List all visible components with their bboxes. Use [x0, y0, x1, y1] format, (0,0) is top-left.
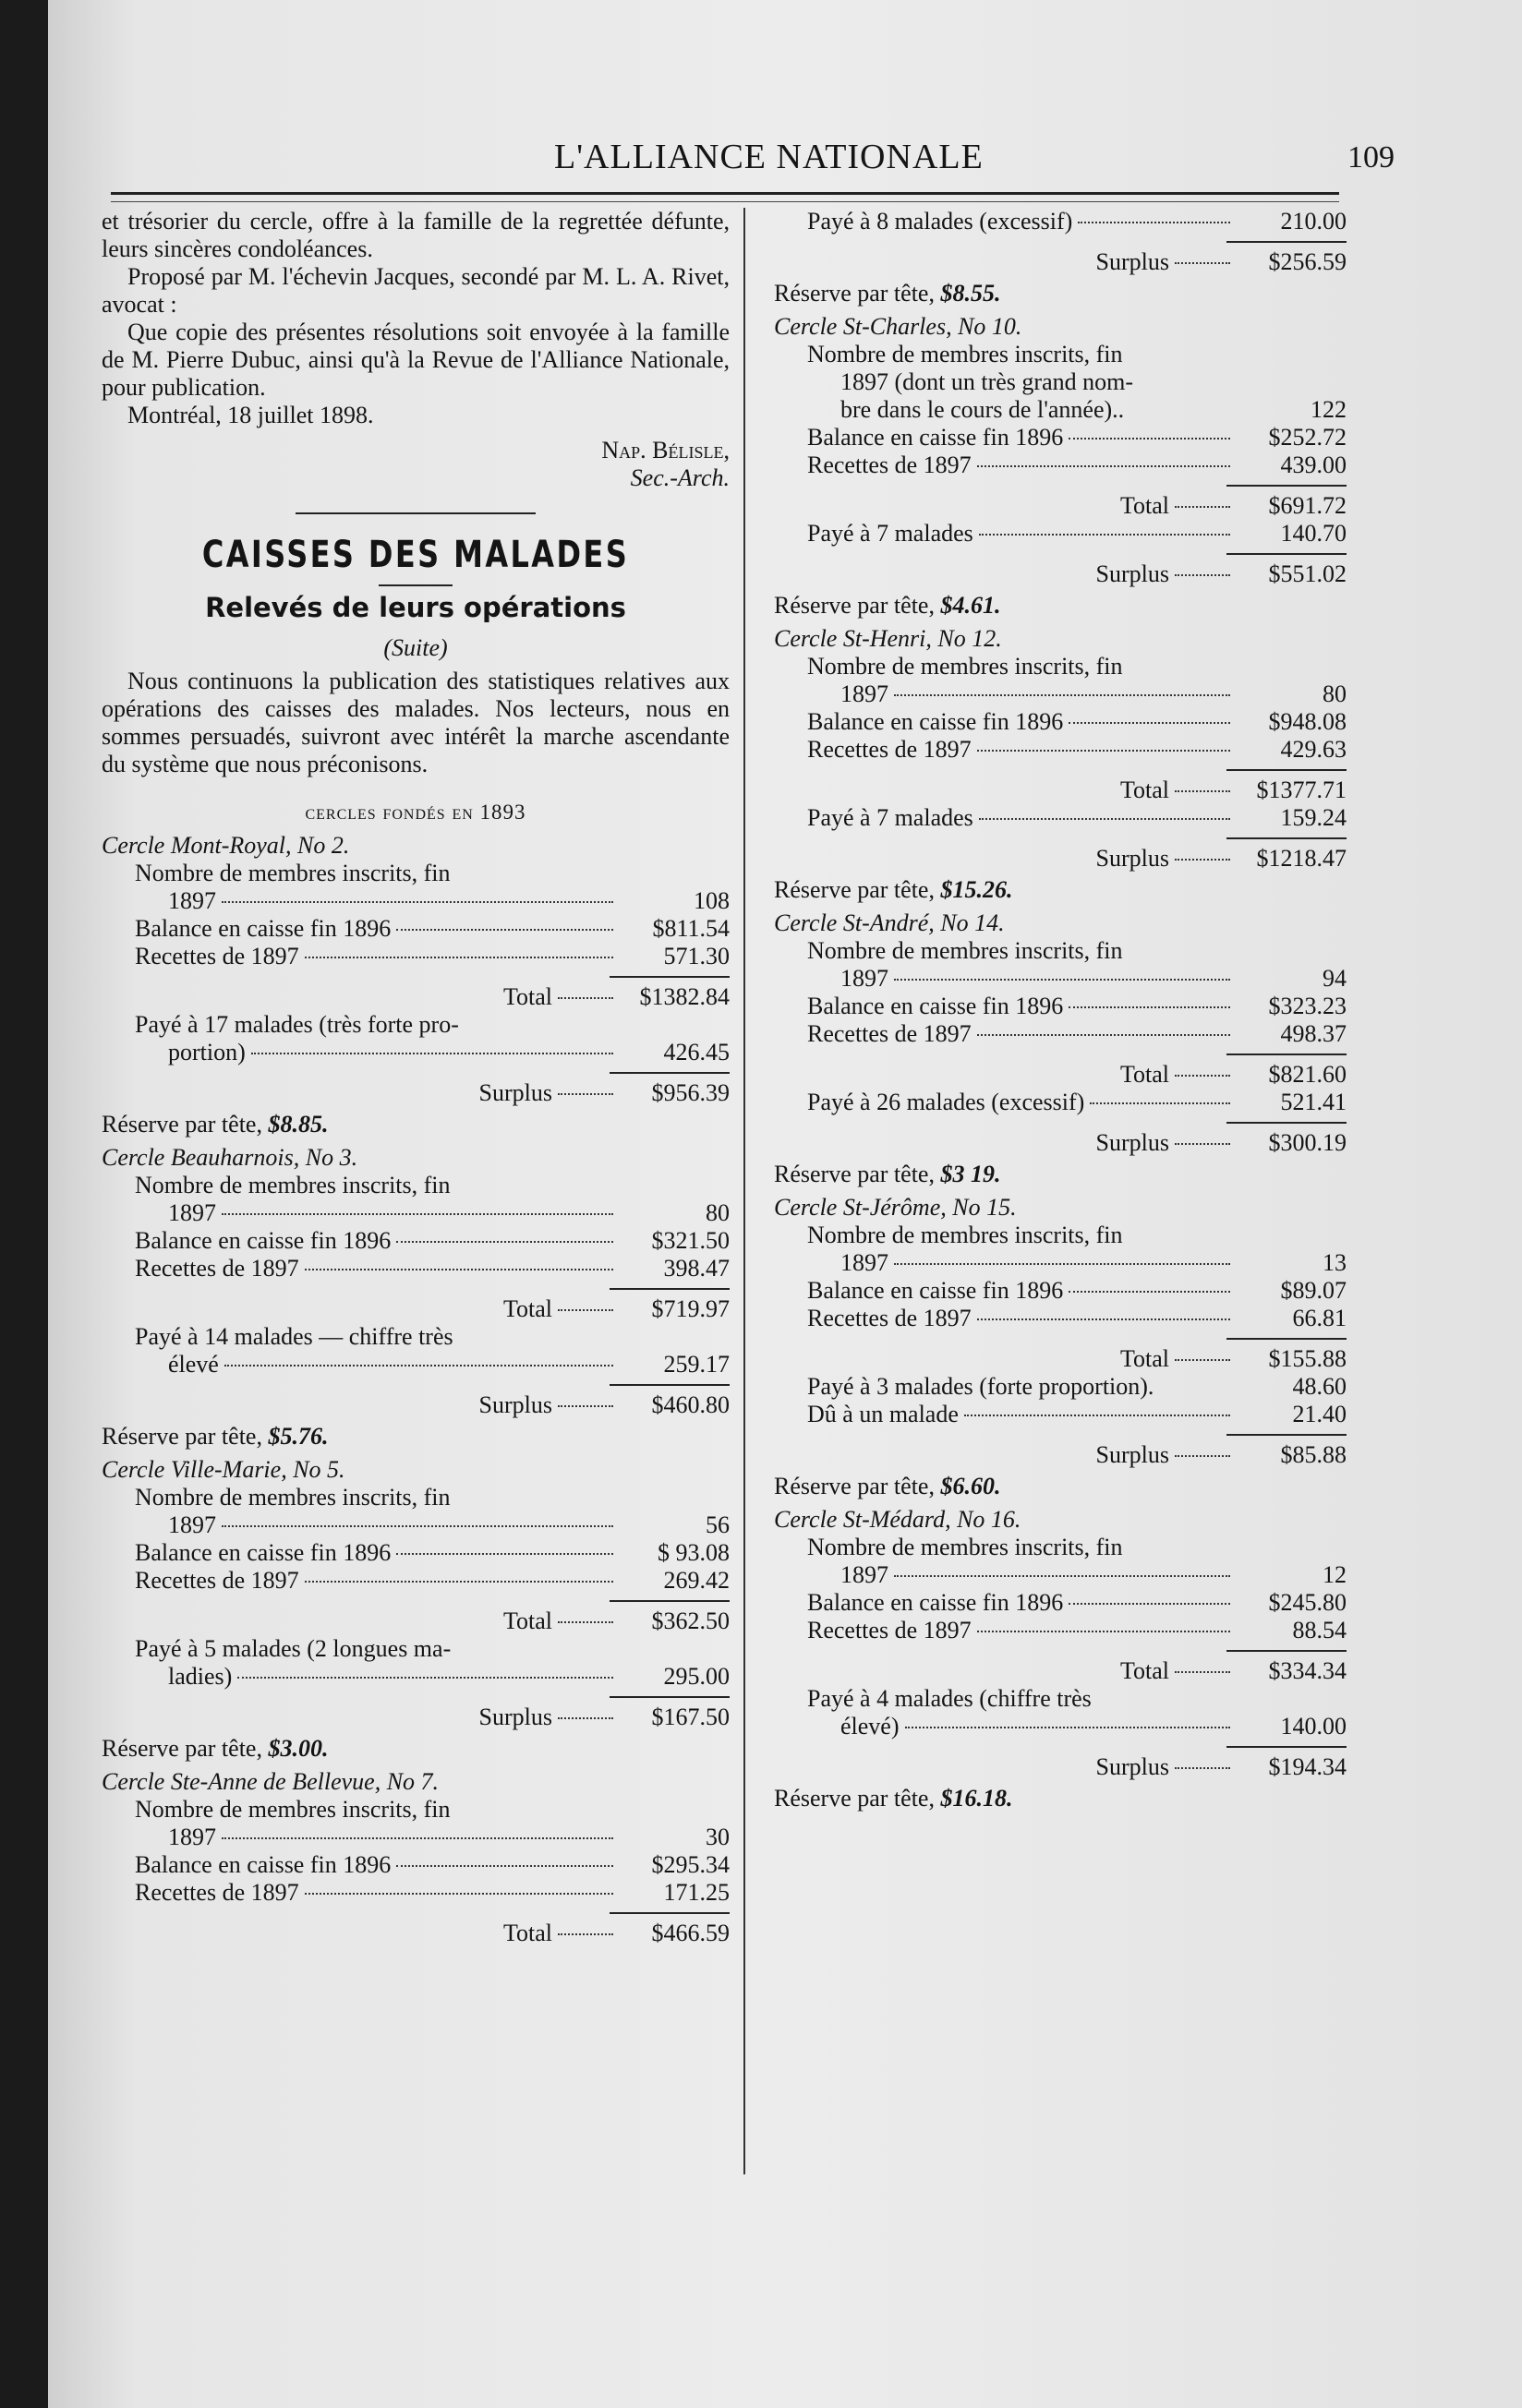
receipts-label: Recettes de 1897: [807, 1305, 972, 1331]
sum-rule: [1226, 1434, 1347, 1436]
members-value: 80: [706, 1199, 730, 1226]
debt-value: 21.40: [1292, 1401, 1347, 1427]
members-year-row: [774, 396, 1347, 424]
balance-row: [102, 1539, 730, 1567]
members-year-row: [102, 1824, 730, 1851]
total-row: [102, 1295, 730, 1323]
balance-row: [774, 1589, 1347, 1617]
subtitle: Relevés de leurs opérations: [205, 592, 626, 623]
surplus-value: $300.19: [1268, 1129, 1347, 1156]
paid-row: [774, 520, 1347, 548]
total-label: Total: [502, 1920, 552, 1946]
balance-value: $245.80: [1268, 1589, 1347, 1616]
reserve-value: $8.85.: [268, 1111, 329, 1138]
paid-label: Payé à 5 malades (2 longues ma-: [135, 1635, 452, 1662]
reserve-value: $3.00.: [268, 1735, 329, 1762]
cercle-name: Cercle Ste-Anne de Bellevue, No 7.: [102, 1768, 440, 1795]
year-label: 1897: [840, 965, 888, 992]
reserve-label: Réserve par tête,: [774, 1473, 935, 1499]
sum-rule: [1226, 1650, 1347, 1652]
surplus-label: Surplus: [1095, 1441, 1169, 1468]
sum-rule: [1226, 1122, 1347, 1124]
paid-label: Payé à 4 malades (chiffre très: [807, 1685, 1092, 1712]
total-value: $821.60: [1268, 1061, 1347, 1088]
receipts-row: [774, 1020, 1347, 1048]
balance-label: Balance en caisse fin 1896: [135, 1539, 392, 1566]
cercle-entry: [102, 1456, 730, 1763]
reserve-value: $15.26.: [940, 876, 1013, 903]
receipts-row: [102, 1879, 730, 1907]
reserve-label: Réserve par tête,: [774, 592, 935, 619]
members-extra: 1897 (dont un très grand nom-: [840, 368, 1134, 395]
receipts-row: [102, 943, 730, 970]
debt-row: [774, 1401, 1347, 1428]
cercle-entry: [774, 1506, 1347, 1812]
sum-rule: [1226, 241, 1347, 243]
total-label: Total: [502, 1295, 552, 1322]
receipts-label: Recettes de 1897: [135, 1255, 299, 1282]
paid-value: 140.00: [1280, 1713, 1347, 1740]
surplus-row: [102, 1079, 730, 1107]
members-year-row: [774, 1249, 1347, 1277]
balance-value: $811.54: [652, 915, 730, 942]
total-row: [774, 777, 1347, 804]
surplus-label: Surplus: [478, 1704, 552, 1730]
year-label: 1897: [840, 680, 888, 707]
paid-row: [102, 1323, 730, 1351]
members-value: 122: [1311, 396, 1347, 423]
balance-label: Balance en caisse fin 1896: [807, 1277, 1064, 1304]
journal-title: L'ALLIANCE NATIONALE: [554, 138, 984, 176]
section-title: CAISSES DES MALADES: [201, 534, 630, 576]
members-label: Nombre de membres inscrits, fin: [807, 937, 1123, 964]
members-label: Nombre de membres inscrits, fin: [135, 1796, 451, 1823]
reserve-line: [774, 280, 1347, 307]
members-label: Nombre de membres inscrits, fin: [135, 1172, 451, 1198]
receipts-row: [774, 736, 1347, 764]
paid-value: 140.70: [1280, 520, 1347, 547]
paid-row: [774, 1373, 1347, 1401]
cercle-entry: [774, 313, 1347, 620]
receipts-label: Recettes de 1897: [135, 1567, 299, 1594]
members-value: 80: [1323, 680, 1347, 707]
surplus-label: Surplus: [1095, 560, 1169, 587]
members-year-row: [102, 1199, 730, 1227]
reserve-value: $8.55.: [940, 280, 1001, 307]
surplus-value: $956.39: [651, 1079, 730, 1106]
sum-rule: [610, 1384, 730, 1386]
paid-row-cont: [774, 1713, 1347, 1740]
balance-value: $ 93.08: [658, 1539, 730, 1566]
receipts-row: [774, 1305, 1347, 1332]
reserve-label: Réserve par tête,: [774, 876, 935, 903]
balance-value: $89.07: [1280, 1277, 1347, 1304]
members-row: [774, 1534, 1347, 1561]
intro-line: et trésorier du cercle, offre à la famille de la regrettée défunte, leurs sincères condoléances.: [102, 208, 730, 262]
total-label: Total: [1119, 492, 1169, 519]
balance-label: Balance en caisse fin 1896: [807, 1589, 1064, 1616]
total-row: [102, 983, 730, 1011]
sum-rule: [1226, 553, 1347, 555]
paid-value: 159.24: [1280, 804, 1347, 831]
balance-value: $948.08: [1268, 708, 1347, 735]
cercle-entry: [774, 1194, 1347, 1500]
receipts-label: Recettes de 1897: [135, 1879, 299, 1906]
surplus-value: $167.50: [651, 1704, 730, 1730]
receipts-row: [774, 452, 1347, 479]
total-label: Total: [1119, 1345, 1169, 1372]
total-value: $691.72: [1268, 492, 1347, 519]
members-label: Nombre de membres inscrits, fin: [807, 341, 1123, 367]
balance-row: [774, 1277, 1347, 1305]
receipts-label: Recettes de 1897: [135, 943, 299, 969]
year-label: 1897: [168, 1511, 216, 1538]
total-row: [102, 1607, 730, 1635]
paid-label-cont: portion): [168, 1039, 246, 1066]
receipts-value: 439.00: [1280, 452, 1347, 478]
reserve-label: Réserve par tête,: [102, 1423, 262, 1450]
sum-rule: [1226, 1338, 1347, 1340]
surplus-row: [102, 1704, 730, 1731]
members-label: Nombre de membres inscrits, fin: [807, 653, 1123, 680]
receipts-value: 571.30: [663, 943, 730, 969]
reserve-label: Réserve par tête,: [102, 1111, 262, 1138]
receipts-value: 171.25: [663, 1879, 730, 1906]
paid-value: 210.00: [1280, 208, 1347, 235]
members-label: Nombre de membres inscrits, fin: [807, 1222, 1123, 1248]
header-rule: [111, 192, 1339, 195]
surplus-label: Surplus: [1095, 1129, 1169, 1156]
members-row: [774, 341, 1347, 368]
reserve-value: $16.18.: [940, 1785, 1013, 1812]
paid-label: Payé à 26 malades (excessif): [807, 1089, 1085, 1115]
founded-heading: cercles fondés en 1893: [305, 801, 526, 824]
year-label: 1897: [168, 1199, 216, 1226]
members-value: 13: [1323, 1249, 1347, 1276]
total-label: Total: [502, 983, 552, 1010]
balance-row: [774, 993, 1347, 1020]
reserve-value: $3 19.: [940, 1161, 1001, 1187]
surplus-label: Surplus: [1095, 845, 1169, 872]
cercle-name: Cercle St-Charles, No 10.: [774, 313, 1022, 340]
members-row: [102, 1172, 730, 1199]
sum-rule: [610, 976, 730, 978]
receipts-row: [774, 1617, 1347, 1644]
cercle-name: Cercle St-Médard, No 16.: [774, 1506, 1021, 1533]
reserve-value: $6.60.: [940, 1473, 1001, 1499]
total-row: [774, 1061, 1347, 1089]
members-label: Nombre de membres inscrits, fin: [135, 1484, 451, 1511]
total-label: Total: [502, 1607, 552, 1634]
members-year-row: [102, 1511, 730, 1539]
surplus-row: [774, 248, 1347, 276]
members-label: Nombre de membres inscrits, fin: [807, 1534, 1123, 1560]
receipts-value: 66.81: [1292, 1305, 1347, 1331]
intro-line: Montréal, 18 juillet 1898.: [127, 402, 374, 428]
intro-paragraph: Nous continuons la publication des statistiques relatives aux opérations des caisses des malades. Nos lecteurs, nous en sommes persuadés, suivront avec intérêt la marche ascendante du système que nous préconisons.: [102, 668, 730, 777]
cercle-name: Cercle St-Henri, No 12.: [774, 625, 1002, 652]
balance-label: Balance en caisse fin 1896: [135, 1851, 392, 1878]
reserve-line: [774, 876, 1347, 904]
paid-label: Payé à 14 malades — chiffre très: [135, 1323, 453, 1350]
receipts-value: 429.63: [1280, 736, 1347, 763]
total-row: [774, 492, 1347, 520]
reserve-line: [774, 1785, 1347, 1812]
balance-row: [102, 1227, 730, 1255]
paid-label: Payé à 17 malades (très forte pro-: [135, 1011, 459, 1038]
balance-row: [774, 708, 1347, 736]
receipts-value: 269.42: [663, 1567, 730, 1594]
total-label: Total: [1119, 1061, 1169, 1088]
signature-title: Sec.-Arch.: [630, 464, 730, 491]
column-divider: [743, 208, 745, 2174]
total-row: [102, 1920, 730, 1947]
cercle-entry: [774, 909, 1347, 1188]
surplus-row: [774, 1753, 1347, 1781]
reserve-line: [102, 1111, 730, 1138]
receipts-row: [102, 1567, 730, 1595]
paid-label: Payé à 7 malades: [807, 520, 973, 547]
members-year-row: [774, 965, 1347, 993]
total-value: $1377.71: [1256, 777, 1347, 803]
surplus-label: Surplus: [478, 1079, 552, 1106]
surplus-value: $256.59: [1268, 248, 1347, 275]
paid-value: 521.41: [1280, 1089, 1347, 1115]
reserve-line: [102, 1735, 730, 1763]
sum-rule: [1226, 837, 1347, 839]
paid-label-cont: élevé): [840, 1713, 900, 1740]
intro-line: Que copie des présentes résolutions soit envoyée à la famille de M. Pierre Dubuc, ainsi qu'à la Revue de l'Alliance Nationale, pour publication.: [102, 319, 730, 401]
surplus-label: Surplus: [478, 1391, 552, 1418]
members-extra: bre dans le cours de l'année)..: [840, 396, 1125, 423]
total-value: $1382.84: [639, 983, 730, 1010]
reserve-label: Réserve par tête,: [102, 1735, 262, 1762]
members-year-row: [774, 1561, 1347, 1589]
surplus-row: [774, 845, 1347, 873]
surplus-row: [774, 1129, 1347, 1157]
year-label: 1897: [840, 1249, 888, 1276]
members-label: Nombre de membres inscrits, fin: [135, 860, 451, 886]
receipts-label: Recettes de 1897: [807, 452, 972, 478]
page-number: 109: [1347, 140, 1395, 175]
paid-row-cont: [102, 1351, 730, 1379]
receipts-value: 88.54: [1292, 1617, 1347, 1643]
balance-label: Balance en caisse fin 1896: [807, 993, 1064, 1019]
paid-value: 48.60: [1292, 1373, 1347, 1400]
cercle-entry: [102, 1144, 730, 1451]
debt-label: Dû à un malade: [807, 1401, 959, 1427]
paid-label-cont: élevé: [168, 1351, 219, 1378]
total-value: $466.59: [651, 1920, 730, 1946]
balance-row: [774, 424, 1347, 452]
paid-label: Payé à 7 malades: [807, 804, 973, 831]
sum-rule: [610, 1600, 730, 1602]
balance-value: $295.34: [651, 1851, 730, 1878]
total-value: $155.88: [1268, 1345, 1347, 1372]
surplus-value: $194.34: [1268, 1753, 1347, 1780]
surplus-row: [774, 1441, 1347, 1469]
cercle-name: Cercle Ville-Marie, No 5.: [102, 1456, 345, 1483]
total-label: Total: [1119, 777, 1169, 803]
reserve-line: [774, 1473, 1347, 1500]
receipts-value: 398.47: [663, 1255, 730, 1282]
total-label: Total: [1119, 1657, 1169, 1684]
balance-label: Balance en caisse fin 1896: [135, 915, 392, 942]
members-value: 94: [1323, 965, 1347, 992]
balance-label: Balance en caisse fin 1896: [807, 424, 1064, 451]
members-row: [774, 1222, 1347, 1249]
year-label: 1897: [168, 887, 216, 914]
members-row: [102, 860, 730, 887]
paid-value: 426.45: [663, 1039, 730, 1066]
sum-rule: [1226, 1054, 1347, 1055]
surplus-row: [102, 1391, 730, 1419]
paid-row: [102, 1635, 730, 1663]
cercle-name: Cercle Beauharnois, No 3.: [102, 1144, 358, 1171]
members-value: 30: [706, 1824, 730, 1850]
cercle-entry: [774, 625, 1347, 904]
members-extra-row: [774, 368, 1347, 396]
members-value: 108: [694, 887, 730, 914]
cercle-name: Cercle St-André, No 14.: [774, 909, 1005, 936]
sum-rule: [610, 1696, 730, 1698]
members-row: [102, 1796, 730, 1824]
receipts-label: Recettes de 1897: [807, 1617, 972, 1643]
paid-label-cont: ladies): [168, 1663, 233, 1690]
reserve-line: [774, 592, 1347, 620]
receipts-row: [102, 1255, 730, 1282]
reserve-label: Réserve par tête,: [774, 280, 935, 307]
paid-row-cont: [102, 1663, 730, 1691]
surplus-value: $551.02: [1268, 560, 1347, 587]
balance-label: Balance en caisse fin 1896: [807, 708, 1064, 735]
surplus-label: Surplus: [1095, 1753, 1169, 1780]
members-row: [102, 1484, 730, 1511]
paid-value: 295.00: [663, 1663, 730, 1690]
total-value: $719.97: [651, 1295, 730, 1322]
cercle-entry: [102, 832, 730, 1138]
reserve-label: Réserve par tête,: [774, 1161, 935, 1187]
paid-label: Payé à 8 malades (excessif): [807, 208, 1073, 235]
year-label: 1897: [840, 1561, 888, 1588]
surplus-label: Surplus: [1095, 248, 1169, 275]
total-value: $362.50: [651, 1607, 730, 1634]
paid-row: [774, 1089, 1347, 1116]
receipts-label: Recettes de 1897: [807, 1020, 972, 1047]
members-year-row: [774, 680, 1347, 708]
paid-value: 259.17: [663, 1351, 730, 1378]
reserve-value: $4.61.: [940, 592, 1001, 619]
members-value: 12: [1323, 1561, 1347, 1588]
balance-label: Balance en caisse fin 1896: [135, 1227, 392, 1254]
right-column: [774, 208, 1347, 1812]
sum-rule: [1226, 485, 1347, 487]
paid-row: [774, 208, 1347, 235]
left-column: [102, 208, 730, 1947]
reserve-line: [102, 1423, 730, 1451]
reserve-label: Réserve par tête,: [774, 1785, 935, 1812]
paid-row-cont: [102, 1039, 730, 1066]
section-rule: [296, 512, 536, 514]
reserve-value: $5.76.: [268, 1423, 329, 1450]
surplus-row: [774, 560, 1347, 588]
intro-line: Proposé par M. l'échevin Jacques, secondé par M. L. A. Rivet, avocat :: [102, 263, 730, 318]
members-row: [774, 653, 1347, 680]
header-rule-thin: [111, 201, 1339, 202]
receipts-label: Recettes de 1897: [807, 736, 972, 763]
balance-row: [102, 915, 730, 943]
total-row: [774, 1657, 1347, 1685]
total-row: [774, 1345, 1347, 1373]
sum-rule: [610, 1072, 730, 1074]
receipts-value: 498.37: [1280, 1020, 1347, 1047]
title-rule: [379, 584, 453, 586]
paid-row: [102, 1011, 730, 1039]
paid-row: [774, 804, 1347, 832]
year-label: 1897: [168, 1824, 216, 1850]
cercle-name: Cercle Mont-Royal, No 2.: [102, 832, 350, 859]
cercle-entry: [102, 1768, 730, 1947]
balance-value: $323.23: [1268, 993, 1347, 1019]
sum-rule: [1226, 1746, 1347, 1748]
reserve-line: [774, 1161, 1347, 1188]
signature: Nap. Bélisle,: [601, 437, 730, 464]
balance-row: [102, 1851, 730, 1879]
sum-rule: [610, 1288, 730, 1290]
balance-value: $321.50: [651, 1227, 730, 1254]
balance-value: $252.72: [1268, 424, 1347, 451]
paid-row: [774, 1685, 1347, 1713]
surplus-value: $85.88: [1280, 1441, 1347, 1468]
sum-rule: [1226, 769, 1347, 771]
suite-label: (Suite): [383, 634, 448, 661]
members-year-row: [102, 887, 730, 915]
running-head: [166, 129, 1395, 185]
surplus-value: $460.80: [651, 1391, 730, 1418]
sum-rule: [610, 1912, 730, 1914]
surplus-value: $1218.47: [1256, 845, 1347, 872]
total-value: $334.34: [1268, 1657, 1347, 1684]
cercle-name: Cercle St-Jérôme, No 15.: [774, 1194, 1017, 1221]
paid-label: Payé à 3 malades (forte proportion).: [807, 1373, 1154, 1400]
members-row: [774, 937, 1347, 965]
members-value: 56: [706, 1511, 730, 1538]
